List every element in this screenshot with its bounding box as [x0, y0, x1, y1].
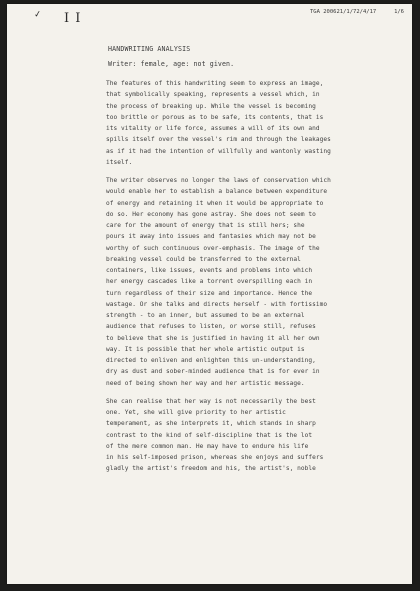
text-line: directed to enliven and enlighten this un-understanding, [106, 357, 316, 364]
text-line: of energy and retaining it when it would be appropriate to [106, 199, 324, 207]
text-line: way. It is possible that her whole artistic output is [106, 345, 305, 353]
text-line: dry as dust and sober-minded audience that is for ever in [106, 368, 320, 376]
text-line: spills itself over the vessel's rim and through the leakages [106, 136, 331, 144]
text-line: its vitality or life force, assumes a will of its own and [106, 125, 320, 132]
text-line: in his self-imposed prison, whereas she enjoys and suffers [106, 454, 324, 461]
text-line: The features of this handwriting seem to express an image, [106, 80, 324, 87]
text-line: do so. Her economy has gone astray. She does not seem to [106, 210, 316, 218]
text-line: She can realise that her way is not necessarily the best [106, 397, 316, 405]
document-body [106, 78, 396, 482]
text-line: The writer observes no longer the laws of conservation which [106, 177, 331, 184]
text-line: containers, like issues, events and problems into which [106, 267, 313, 274]
text-line: as if it had the intention of willfully and wantonly wasting [106, 147, 331, 155]
document-subtitle: Writer: female, age: not given. [108, 60, 235, 68]
archive-reference: TGA 200621/1/72/4/17 [310, 9, 377, 15]
text-line: contrast to the kind of self-discipline that is the lot [106, 431, 313, 439]
text-line: itself. [106, 158, 133, 166]
document-title: HANDWRITING ANALYSIS [108, 45, 191, 53]
text-line: gladly the artist's freedom and his, the artist's, noble [106, 465, 316, 473]
text-line: care for the amount of energy that is still hers; she [106, 222, 305, 229]
text-line: to believe that she is justified in having it all her own [106, 334, 320, 342]
paragraph [106, 175, 396, 389]
text-line: the process of breaking up. While the vessel is becoming [106, 102, 316, 110]
handwritten-mark: I I [64, 11, 82, 26]
text-line: audience that refuses to listen, or worse still, refuses [106, 323, 316, 331]
text-line: worthy of such continuous over-emphasis. The image of the [106, 244, 320, 252]
text-line: breaking vessel could be transferred to the external [106, 255, 301, 263]
paragraph [106, 396, 396, 475]
text-line: too brittle or porous as to be safe, its contents, that is [106, 113, 324, 121]
text-line: need of being shown her way and her artistic message. [106, 379, 305, 387]
text-line: would enable her to establish a balance between expenditure [106, 188, 328, 196]
text-line: wastage. Or she talks and directs herself - with fortissimo [106, 300, 328, 308]
document-page [7, 4, 412, 584]
text-line: one. Yet, she will give priority to her artistic [106, 409, 286, 416]
text-line: turn regardless of their size and importance. Hence the [106, 289, 313, 297]
text-line: that symbolically speaking, represents a vessel which, in [106, 91, 320, 99]
page-number: 1/6 [394, 9, 404, 15]
text-line: of the mere common man. He may have to endure his life [106, 442, 309, 450]
text-line: temperament, as she interprets it, which stands in sharp [106, 420, 316, 428]
text-line: her energy cascades like a torrent overspilling each in [106, 278, 313, 286]
text-line: strength - to an inner, but assumed to be an external [106, 312, 305, 319]
text-line: pours it away into issues and fantasies which may not be [106, 233, 316, 241]
handwritten-check-mark: ✓ [33, 9, 43, 21]
paragraph [106, 78, 396, 168]
